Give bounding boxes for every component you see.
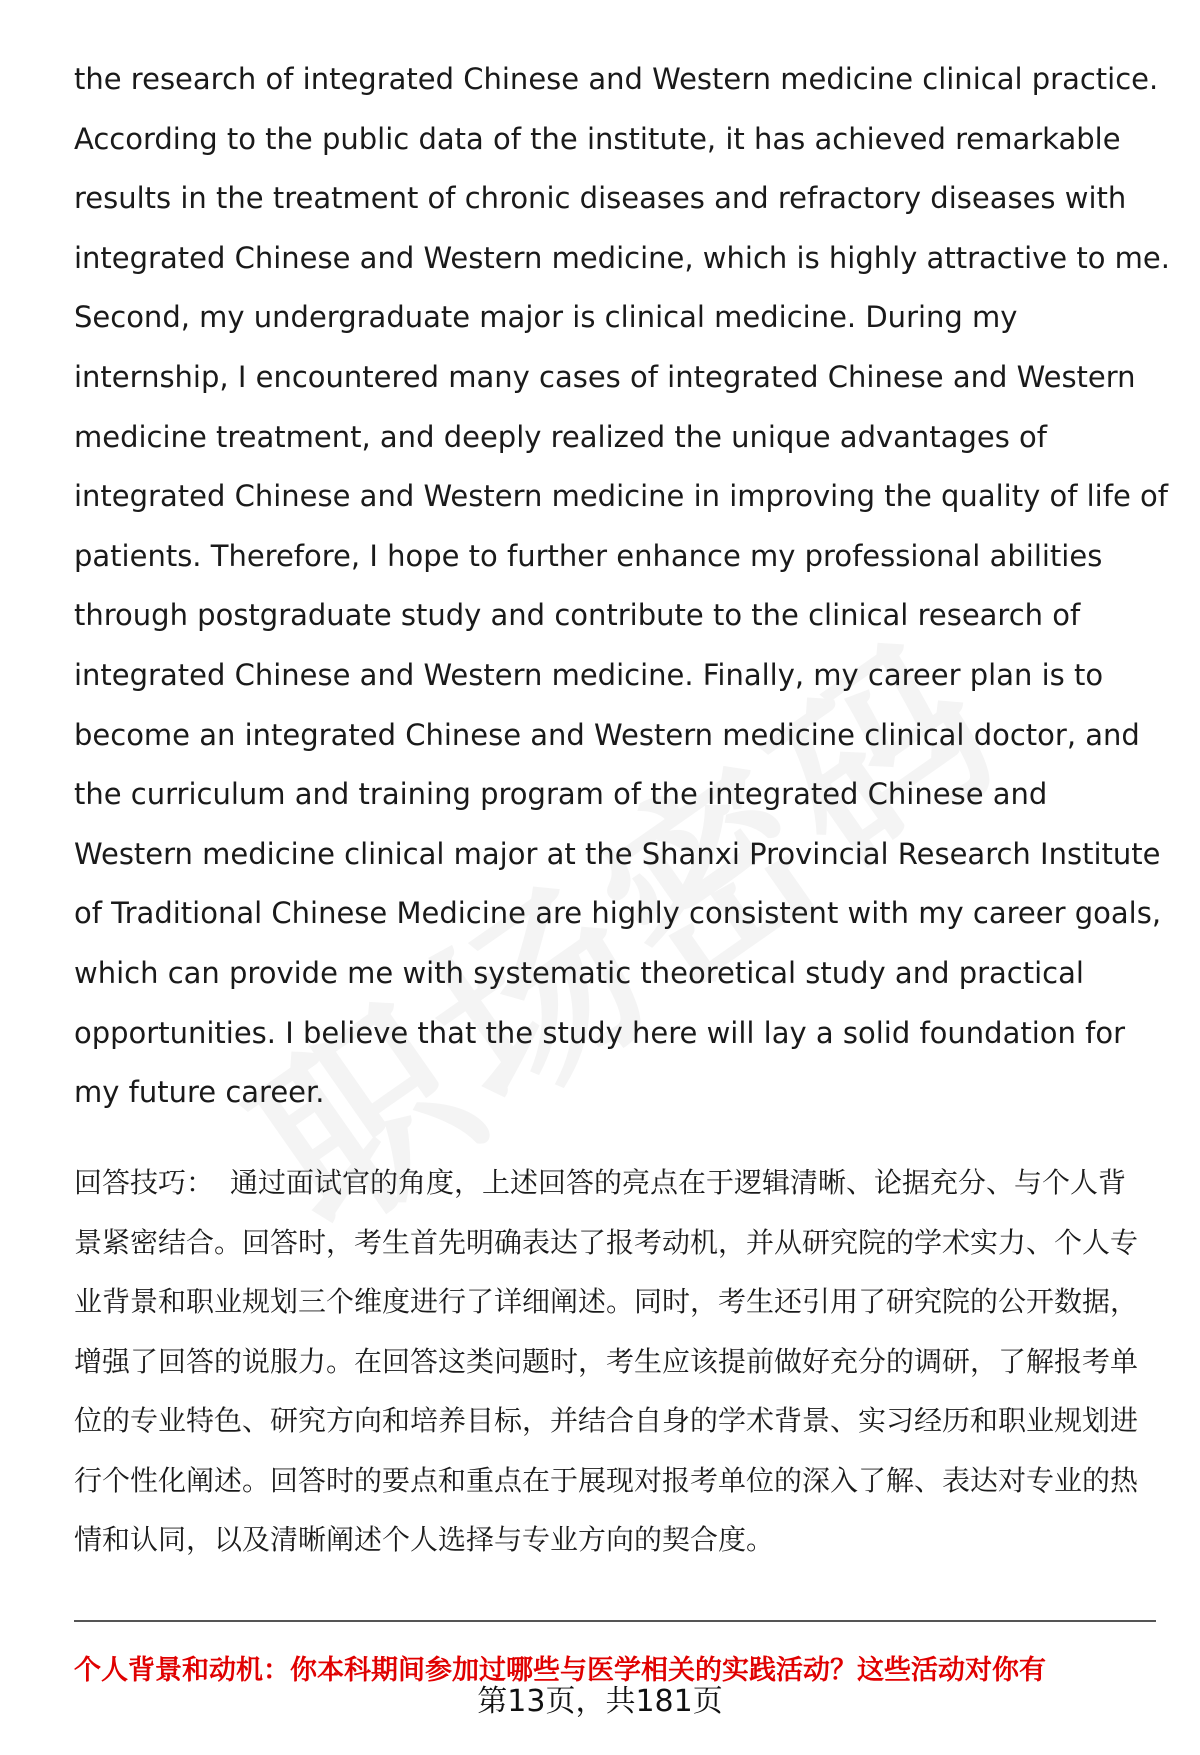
answer-paragraph: the research of integrated Chinese and Western medicine clinical practice. According to the public data of the institute, it has achieved remarkable results in the treatment of chronic diseases and refractory diseases with integrated Chinese and Western medicine, which is highly attractive to me. Second, my undergraduate major is clinical medicine. During my internship, I encountered many cases of integrated Chinese and Western medicine treatment, and deeply realized the unique advantages of integrated Chinese and Western medicine in improving the quality of life of patients. Therefore, I hope to further enhance my professional abilities through postgraduate study and contribute to the clinical research of integrated Chinese and Western medicine. Finally, my career plan is to become an integrated Chinese and Western medicine clinical doctor, and the curriculum and training program of the integrated Chinese and Western medicine clinical major at the Shanxi Provincial Research Institute of Traditional Chinese Medicine are highly consistent with my career goals, which can provide me with systematic theoretical study and practical opportunities. I believe that the study here will lay a solid foundation for my future career.	[74, 62, 1170, 1110]
tips-text: 通过面试官的角度，上述回答的亮点在于逻辑清晰、论据充分、与个人背景紧密结合。回答时，考生首先明确表达了报考动机，并从研究院的学术实力、个人专业背景和职业规划三个维度进行了详细阐述。同时，考生还引用了研究院的公开数据，增强了回答的说服力。在回答这类问题时，考生应该提前做好充分的调研，了解报考单位的专业特色、研究方向和培养目标，并结合自身的学术背景、实习经历和职业规划进行个性化阐述。回答时的要点和重点在于展现对报考单位的深入了解、表达对专业的热情和认同，以及清晰阐述个人选择与专业方向的契合度。	[74, 1166, 1139, 1556]
section-divider	[74, 1620, 1156, 1622]
next-question-heading: 个人背景和动机：你本科期间参加过哪些与医学相关的实践活动？这些活动对你有	[74, 1655, 1046, 1686]
tips-label: 回答技巧：	[74, 1166, 215, 1199]
answer-tips-paragraph	[74, 1153, 1154, 1570]
page-number: 第13页，共181页	[477, 1684, 723, 1719]
